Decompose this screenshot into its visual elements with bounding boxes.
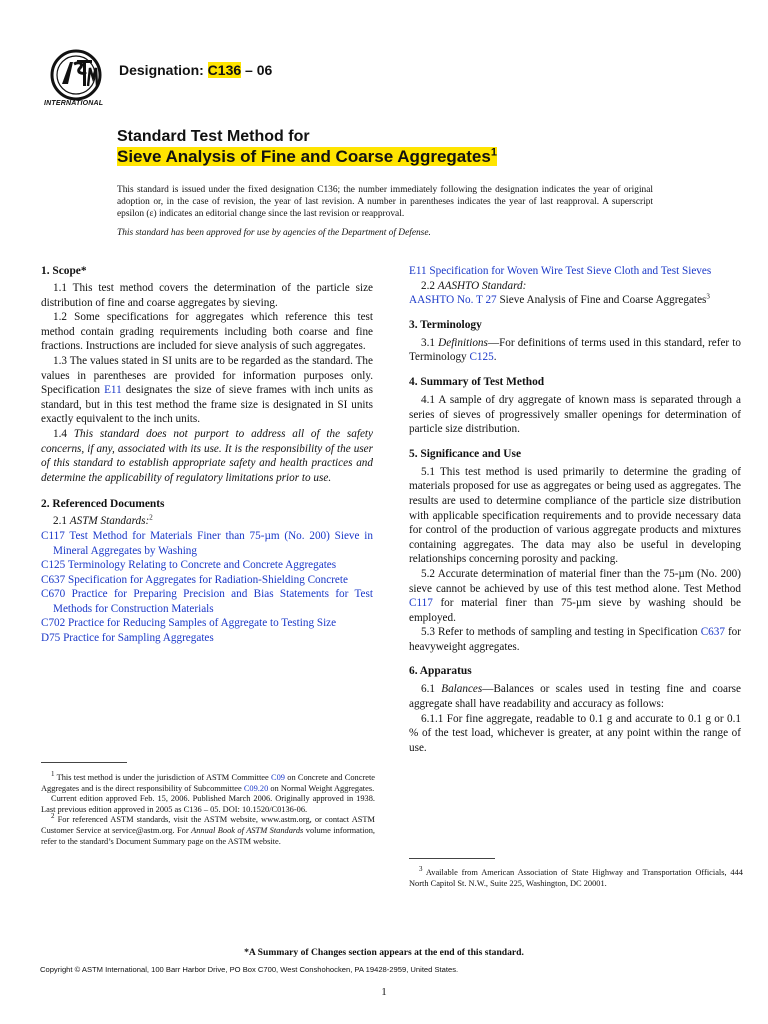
astm-logo xyxy=(40,48,112,110)
apparatus-6-1: 6.1 Balances—Balances or scales used in testing fine and coarse aggregate shall have readability and accuracy as follows: xyxy=(409,683,741,711)
scope-heading: 1. Scope* xyxy=(41,265,87,277)
designation-code[interactable]: C136 xyxy=(207,62,242,78)
link-ref-code[interactable]: C637 xyxy=(41,573,66,586)
footnote-rule-left xyxy=(41,762,127,763)
refdocs-2-1: 2.1 ASTM Standards:$^2$ xyxy=(53,513,153,528)
ref-title[interactable]: Specification for Aggregates for Radiation-Shielding Concrete xyxy=(68,573,348,586)
significance-5-2: 5.2 Accurate determination of material finer than the 75-µm (No. 200) sieve cannot be achieved by use of this test method alone. Test Method C117 for material finer than 75-µm sieve by washing should be employed. xyxy=(409,567,741,624)
left-column xyxy=(41,264,373,646)
link-c09-20[interactable]: C09.20 xyxy=(243,783,269,793)
significance-heading: 5. Significance and Use xyxy=(409,447,522,460)
significance-5-3: 5.3 Refer to methods of sampling and testing in Specification C637 for heavyweight aggregates. xyxy=(409,626,742,653)
link-ref-code[interactable]: C125 xyxy=(41,559,66,572)
refdocs-2-2: 2.2 AASHTO Standard: xyxy=(421,279,527,292)
scope-1-1: 1.1 This test method covers the determination of the particle size distribution of fine and coarse aggregates by sieving. xyxy=(41,282,373,309)
link-c125[interactable]: C125 xyxy=(469,351,494,364)
link-aashto-t27[interactable]: AASHTO No. T 27 xyxy=(409,294,497,307)
link-ref-code[interactable]: C117 xyxy=(41,529,65,542)
title-line-2 xyxy=(117,147,497,167)
summary-heading: 4. Summary of Test Method xyxy=(409,375,545,388)
terminology-3-1: 3.1 Definitions—For definitions of terms used in this standard, refer to Terminology C125. xyxy=(409,336,742,364)
logo-wordmark: INTERNATIONAL xyxy=(44,100,104,107)
footnotes-left xyxy=(41,770,375,847)
title-main: Sieve Analysis of Fine and Coarse Aggregates$^1$ xyxy=(117,146,497,166)
title-footnote-mark[interactable]: 1 xyxy=(490,146,497,159)
footnote-1: $^1$ This test method is under the jurisdiction of ASTM Committee C09 on Concrete and Concrete Aggregates and is the direct responsibility of Subcommittee C09.20 on Normal Weight Aggregates. xyxy=(41,770,375,793)
issuance-statement: This standard is issued under the fixed designation C136; the number immediately following the designation indicates the year of original adoption or, in the case of revision, the year of last revision. A number in parentheses indicates the year of last reapproval. A superscript epsilon (ε) indicates an editorial change since the last revision or reapproval. xyxy=(117,185,653,219)
dod-statement: This standard has been approved for use by agencies of the Department of Defense. xyxy=(117,228,431,238)
terminology-heading: 3. Terminology xyxy=(409,318,482,331)
right-column xyxy=(409,264,741,755)
ref-item xyxy=(41,529,373,558)
footnote-rule-right xyxy=(409,858,495,859)
link-c637[interactable]: C637 xyxy=(700,626,725,639)
aashto-ref: AASHTO No. T 27 Sieve Analysis of Fine and Coarse Aggregates$^3$ xyxy=(409,292,710,307)
designation xyxy=(119,62,272,78)
scope-1-3: 1.3 The values stated in SI units are to be regarded as the standard. The values in parentheses are provided for information purposes only. Specification E11 designates the size of sieve frames with inch units as standard, but in this test method the frame size is designated in SI units exactly equivalent to the inch units. xyxy=(41,354,373,426)
ref-title[interactable]: Terminology Relating to Concrete and Concrete Aggregates xyxy=(67,559,337,572)
ref-title[interactable]: Practice for Reducing Samples of Aggregate to Testing Size xyxy=(68,617,337,630)
footnote-3: $^3$ Available from American Association of State Highway and Transportation Officials, 444 North Capitol St. N.W., Suite 225, Washington, DC 20001. xyxy=(409,865,743,888)
apparatus-6-1-1: 6.1.1 For fine aggregate, readable to 0.1 g and accurate to 0.1 g or 0.1 % of the test load, whichever is greater, at any point within the range of use. xyxy=(409,712,741,754)
designation-label: Designation: xyxy=(119,62,208,78)
footnotes-right xyxy=(409,865,743,889)
ref-title[interactable]: Practice for Preparing Precision and Bias Statements for Test Methods for Construction Materials xyxy=(53,588,373,615)
ref-item xyxy=(41,631,373,646)
link-c09[interactable]: C09 xyxy=(271,773,285,782)
copyright-line: Copyright © ASTM International, 100 Barr Harbor Drive, PO Box C700, West Conshohocken, PA 19428-2959, United States. xyxy=(40,965,459,974)
ref-item xyxy=(41,587,373,616)
page-number: 1 xyxy=(381,986,387,998)
link-ref-code[interactable]: C670 xyxy=(41,588,66,601)
ref-item xyxy=(41,616,373,631)
link-ref-code[interactable]: C702 xyxy=(41,617,66,630)
scope-1-4: 1.4 This standard does not purport to address all of the safety concerns, if any, associated with its use. It is the responsibility of the user of this standard to establish appropriate safety and health practices and determine the applicability of regulatory limitations prior to use. xyxy=(41,427,374,484)
ref-item xyxy=(41,558,373,573)
link-ref-code[interactable]: E11 xyxy=(409,265,427,277)
title-line-1: Standard Test Method for xyxy=(117,128,310,145)
link-ref-code[interactable]: D75 xyxy=(41,632,61,645)
link-c117[interactable]: C117 xyxy=(409,597,433,610)
apparatus-heading: 6. Apparatus xyxy=(409,665,472,678)
ref-item xyxy=(41,573,373,588)
footnote-2: $^2$ For referenced ASTM standards, visit the ASTM website, www.astm.org, or contact ASTM Customer Service at service@astm.org. For Annual Book of ASTM Standards volume information, refer to the standard’s Document Summary page on the ASTM website. xyxy=(41,812,375,846)
link-e11[interactable]: E11 xyxy=(104,384,122,397)
significance-5-1: 5.1 This test method is used primarily to determine the grading of materials proposed for use as aggregates or being used as aggregates. The results are used to determine compliance of the particle size distribution with applicable specification requirements and to provide necessary data for control of the production of various aggregate products and mixtures containing aggregates. The data may also be useful in developing relationships concerning porosity and packing. xyxy=(409,465,741,566)
summary-4-1: 4.1 A sample of dry aggregate of known mass is separated through a series of sieves of progressively smaller openings for determination of particle size distribution. xyxy=(409,393,741,436)
footnote-1-edition: Current edition approved Feb. 15, 2006. Published March 2006. Originally approved in 1938. Last previous edition approved in 2005 as C136 – 05. DOI: 10.1520/C0136-06. xyxy=(41,794,375,814)
ref-title[interactable]: Practice for Sampling Aggregates xyxy=(63,632,214,645)
designation-year: – 06 xyxy=(241,62,273,78)
ref-item xyxy=(409,264,741,279)
scope-1-2: 1.2 Some specifications for aggregates which reference this test method contain grading requirements including both coarse and fine fractions. Instructions are included for sieve analysis of such aggregates. xyxy=(41,311,373,353)
refdocs-heading: 2. Referenced Documents xyxy=(41,498,165,511)
summary-of-changes-note: *A Summary of Changes section appears at the end of this standard. xyxy=(244,947,524,958)
ref-title[interactable]: Specification for Woven Wire Test Sieve Cloth and Test Sieves xyxy=(429,265,712,277)
ref-title[interactable]: Test Method for Materials Finer than 75-µm (No. 200) Sieve in Mineral Aggregates by Washing xyxy=(53,529,373,557)
